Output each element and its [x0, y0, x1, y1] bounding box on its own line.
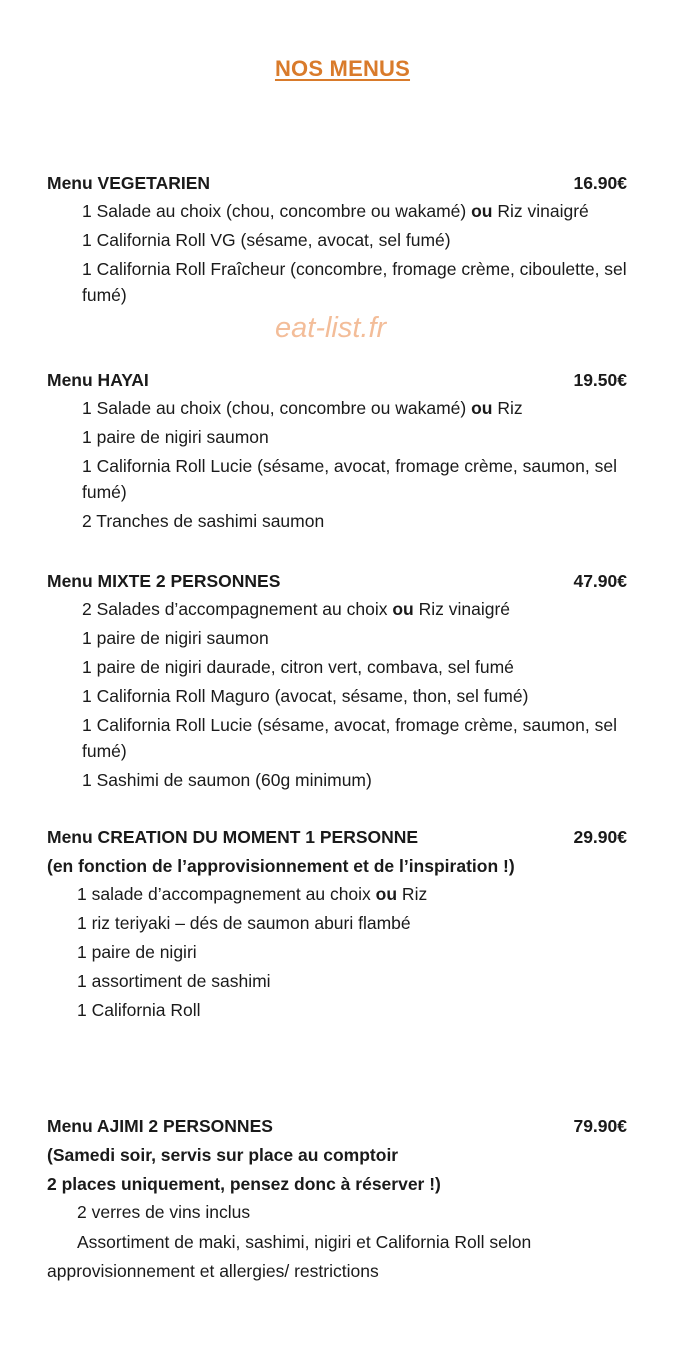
menu-header [47, 823, 627, 852]
menu-creation [47, 823, 627, 1026]
menu-price: 16.90€ [573, 173, 627, 193]
menu-name: Menu CREATION DU MOMENT 1 PERSONNE [47, 827, 419, 847]
menu-header [47, 1112, 627, 1141]
menu-subtitle: (Samedi soir, servis sur place au comptoir [47, 1145, 399, 1165]
menu-item: 1 assortiment de sashimi [77, 971, 271, 991]
menu-header [47, 567, 627, 596]
menu-header [47, 366, 627, 395]
menu-name: Menu HAYAI [47, 370, 149, 390]
menu-item: 1 California Roll Fraîcheur (concombre, fromage crème, ciboulette, sel fumé) [82, 259, 627, 305]
menu-price: 29.90€ [573, 827, 627, 847]
menu-item: 1 California Roll [77, 1000, 201, 1020]
menu-price: 47.90€ [573, 571, 627, 591]
menu-name: Menu MIXTE 2 PERSONNES [47, 571, 281, 591]
menu-price: 19.50€ [573, 370, 627, 390]
menu-item: 1 Sashimi de saumon (60g minimum) [82, 770, 372, 790]
menu-ajimi [47, 1112, 627, 1286]
menu-subtitle: 2 places uniquement, pensez donc à réserver !) [47, 1174, 441, 1194]
menu-item: 1 paire de nigiri [77, 942, 197, 962]
menu-item: 1 California Roll VG (sésame, avocat, sel fumé) [82, 230, 451, 250]
menu-item: 1 riz teriyaki – dés de saumon aburi flambé [77, 913, 411, 933]
menu-item: 1 Salade au choix (chou, concombre ou wakamé) ou Riz vinaigré [82, 201, 589, 221]
watermark: eat-list.fr [275, 312, 387, 344]
menu-item: 1 salade d’accompagnement au choix ou Riz [77, 884, 428, 904]
menu-item: 1 paire de nigiri daurade, citron vert, combava, sel fumé [82, 657, 514, 677]
menu-item: 1 California Roll Lucie (sésame, avocat, fromage crème, saumon, sel fumé) [82, 715, 617, 761]
menu-item: 2 Salades d’accompagnement au choix ou Riz vinaigré [82, 599, 511, 619]
menu-mixte [47, 567, 627, 796]
menu-item: 1 California Roll Lucie (sésame, avocat, fromage crème, saumon, sel fumé) [82, 456, 617, 502]
page-title: NOS MENUS [274, 56, 411, 81]
menu-subtitle: (en fonction de l’approvisionnement et de l’inspiration !) [47, 856, 515, 876]
menu-item: 1 Salade au choix (chou, concombre ou wakamé) ou Riz [82, 398, 523, 418]
menu-name: Menu VEGETARIEN [47, 173, 211, 193]
menu-item: 1 California Roll Maguro (avocat, sésame, thon, sel fumé) [82, 686, 529, 706]
menu-price: 79.90€ [573, 1116, 627, 1136]
menu-item: 1 paire de nigiri saumon [82, 427, 269, 447]
menu-item: 1 paire de nigiri saumon [82, 628, 269, 648]
menu-vegetarien [47, 169, 627, 311]
menu-name: Menu AJIMI 2 PERSONNES [47, 1116, 273, 1136]
menu-item: 2 verres de vins inclus [77, 1202, 251, 1222]
menu-item: 2 Tranches de sashimi saumon [82, 511, 325, 531]
menu-header [47, 169, 627, 198]
menu-hayai [47, 366, 627, 537]
menu-item: Assortiment de maki, sashimi, nigiri et California Roll selon approvisionnement et allergies/ restrictions [47, 1232, 532, 1281]
